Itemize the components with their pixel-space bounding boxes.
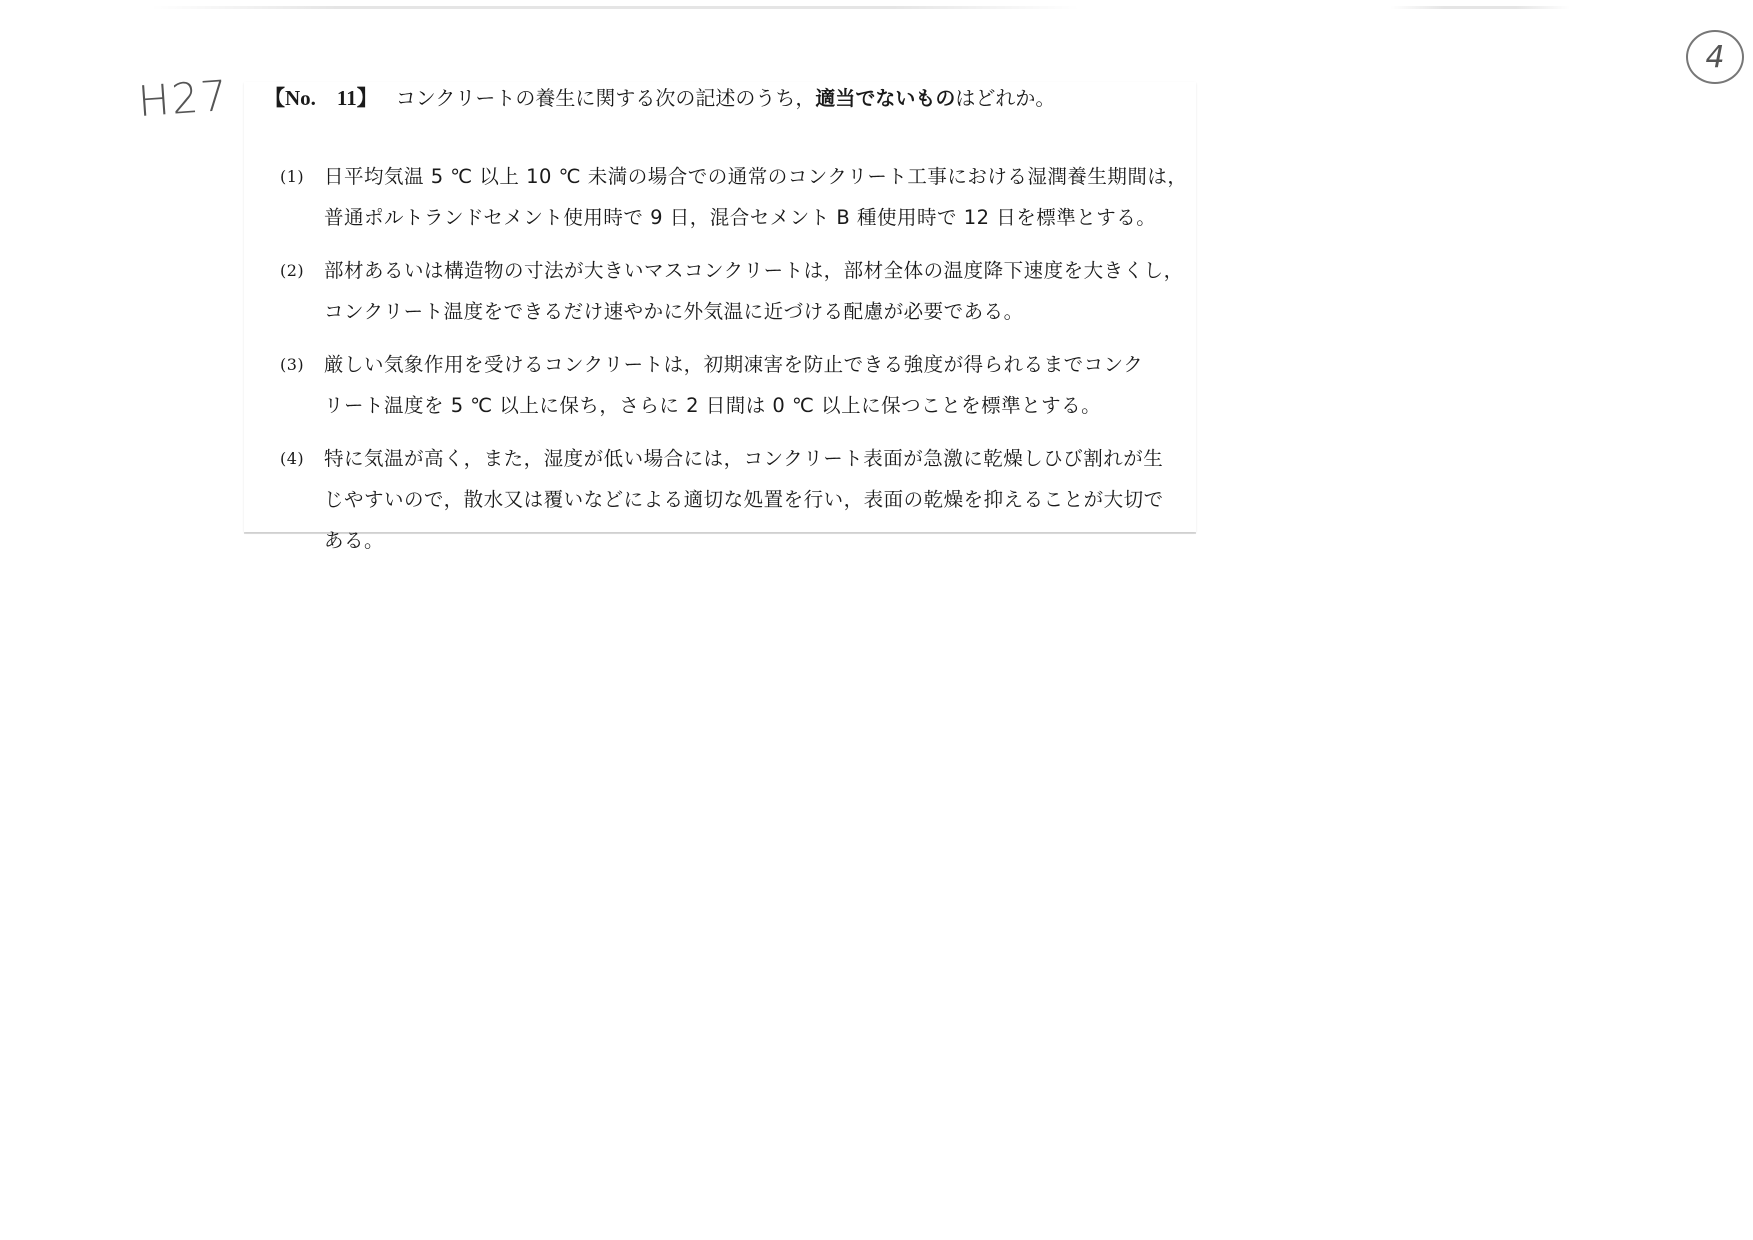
choice-4: [280, 438, 1200, 561]
choice-line: ある。: [324, 529, 385, 552]
page-number-circle: [1686, 30, 1744, 84]
scan-edge-top-right: [1390, 6, 1570, 9]
choice-line: じやすいので，散水又は覆いなどによる適切な処置を行い，表面の乾燥を抑えることが大切で: [324, 488, 1164, 511]
question-text-emphasis: 適当でないもの: [815, 86, 956, 110]
choice-2: [280, 250, 1200, 332]
question-number: 【No. 11】: [264, 86, 378, 110]
question-text-after: はどれか。: [955, 86, 1056, 110]
page-number: 4: [1705, 39, 1725, 75]
choice-3: [280, 344, 1200, 426]
choice-line: 部材あるいは構造物の寸法が大きいマスコンクリートは，部材全体の温度降下速度を大きくし，: [324, 259, 1184, 282]
choice-number: (2): [280, 261, 305, 280]
choice-line: 特に気温が高く，また，湿度が低い場合には，コンクリート表面が急激に乾燥しひび割れが生: [324, 447, 1164, 470]
question-title: [264, 82, 1055, 112]
question-card: [244, 82, 1196, 552]
choice-list: [280, 156, 1200, 573]
choice-number: (4): [280, 449, 305, 468]
choice-line: リート温度を 5 ℃ 以上に保ち，さらに 2 日間は 0 ℃ 以上に保つことを標準とする。: [324, 394, 1102, 417]
choice-line: 普通ポルトランドセメント使用時で 9 日，混合セメント B 種使用時で 12 日を標準とする。: [324, 206, 1157, 229]
scan-edge-top: [150, 6, 1080, 9]
choice-number: (3): [280, 355, 305, 374]
choice-number: (1): [280, 167, 305, 186]
handwritten-year-note: H27: [136, 70, 231, 127]
choice-1: [280, 156, 1200, 238]
choice-line: 厳しい気象作用を受けるコンクリートは，初期凍害を防止できる強度が得られるまでコンク: [324, 353, 1144, 376]
question-text-before: コンクリートの養生に関する次の記述のうち，: [395, 86, 816, 110]
choice-line: 日平均気温 5 ℃ 以上 10 ℃ 未満の場合での通常のコンクリート工事における湿潤養生期間は，: [324, 165, 1188, 188]
choice-line: コンクリート温度をできるだけ速やかに外気温に近づける配慮が必要である。: [324, 300, 1024, 323]
